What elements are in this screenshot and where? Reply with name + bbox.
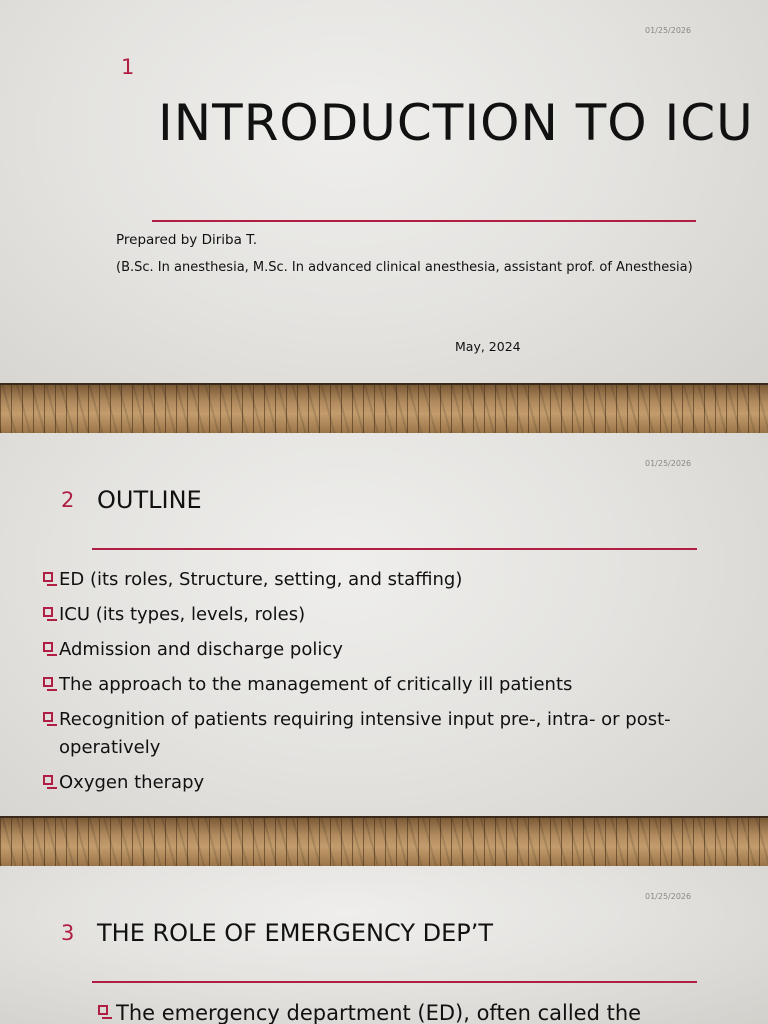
slide-date: 01/25/2026 [645, 26, 692, 35]
author-line: Prepared by Diriba T. [116, 232, 258, 248]
outline-list [43, 566, 733, 804]
slide-2 [0, 433, 768, 866]
checkbox-bullet-icon [43, 677, 53, 687]
slide-title: OUTLINE [97, 486, 202, 514]
list-item: Recognition of patients requiring intensive input pre-, intra- or post-operatively [43, 706, 733, 762]
checkbox-bullet-icon [98, 1005, 108, 1015]
slide-number: 1 [121, 55, 135, 79]
slide-title: INTRODUCTION TO ICU [158, 94, 754, 152]
list-item: ED (its roles, Structure, setting, and staffing) [43, 566, 733, 594]
checkbox-bullet-icon [43, 642, 53, 652]
title-divider [92, 981, 697, 983]
wood-floor-strip [0, 816, 768, 866]
list-item: The emergency department (ED), often called the [98, 999, 738, 1024]
list-item: Admission and discharge policy [43, 636, 733, 664]
wood-floor-strip [0, 383, 768, 433]
checkbox-bullet-icon [43, 712, 53, 722]
slide-title: THE ROLE OF EMERGENCY DEP’T [97, 919, 494, 947]
list-item: The approach to the management of critically ill patients [43, 671, 733, 699]
list-item: Oxygen therapy [43, 769, 733, 797]
content-list [98, 999, 738, 1024]
checkbox-bullet-icon [43, 775, 53, 785]
slide-date: 01/25/2026 [645, 892, 692, 901]
slide-3 [0, 866, 768, 1024]
checkbox-bullet-icon [43, 572, 53, 582]
title-divider [152, 220, 696, 222]
slide-date: 01/25/2026 [645, 459, 692, 468]
credentials-line: (B.Sc. In anesthesia, M.Sc. In advanced clinical anesthesia, assistant prof. of Anesthesia) [116, 260, 693, 275]
list-item: ICU (its types, levels, roles) [43, 601, 733, 629]
presentation-date: May, 2024 [455, 339, 521, 354]
slide-1 [0, 0, 768, 433]
slide-number: 3 [61, 921, 75, 945]
checkbox-bullet-icon [43, 607, 53, 617]
slide-number: 2 [61, 488, 75, 512]
title-divider [92, 548, 697, 550]
